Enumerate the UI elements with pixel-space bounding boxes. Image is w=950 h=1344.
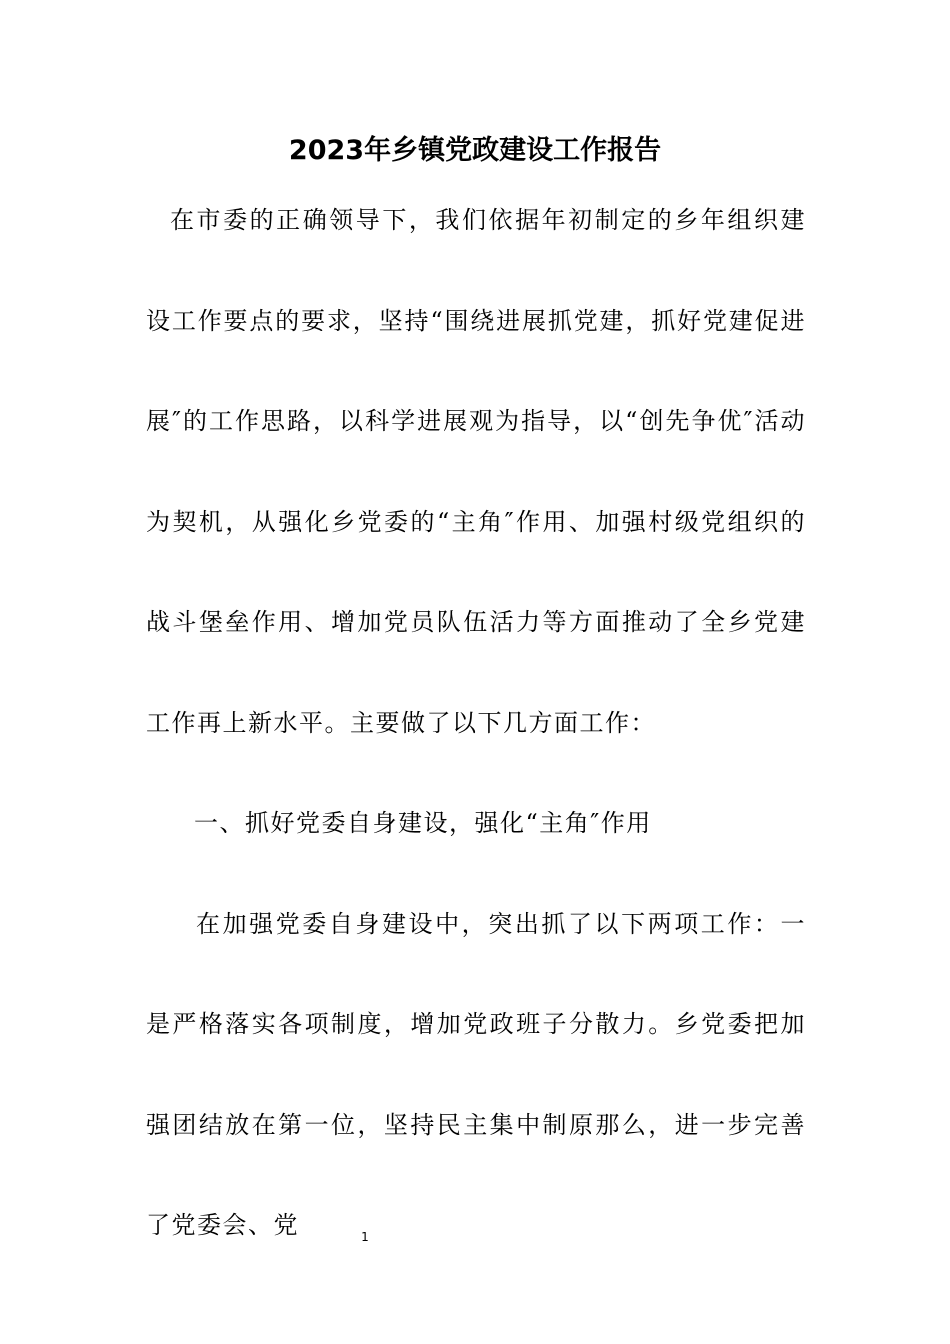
paragraph-intro: 在市委的正确领导下，我们依据年初制定的乡年组织建设工作要点的要求，坚持“围绕进展抓党建，抓好党建促进展″的工作思路，以科学进展观为指导，以“创先争优″活动为契机，从强化乡党委的“主角″作用、加强村级党组织的战斗堡垒作用、增加党员队伍活力等方面推动了全乡党建工作再上新水平。主要做了以下几方面工作： [146,206,806,737]
page-number: 1 [361,1230,369,1244]
section-heading-1: 一、抓好党委自身建设，强化“主角″作用 [194,809,652,837]
document-body [146,170,806,1276]
document-title: 2023年乡镇党政建设工作报告 [288,135,662,166]
paragraph-section-1: 在加强党委自身建设中，突出抓了以下两项工作：一是严格落实各项制度，增加党政班子分散力。乡党委把加强团结放在第一位，坚持民主集中制原那么，进一步完善了党委会、党 [146,909,806,1239]
